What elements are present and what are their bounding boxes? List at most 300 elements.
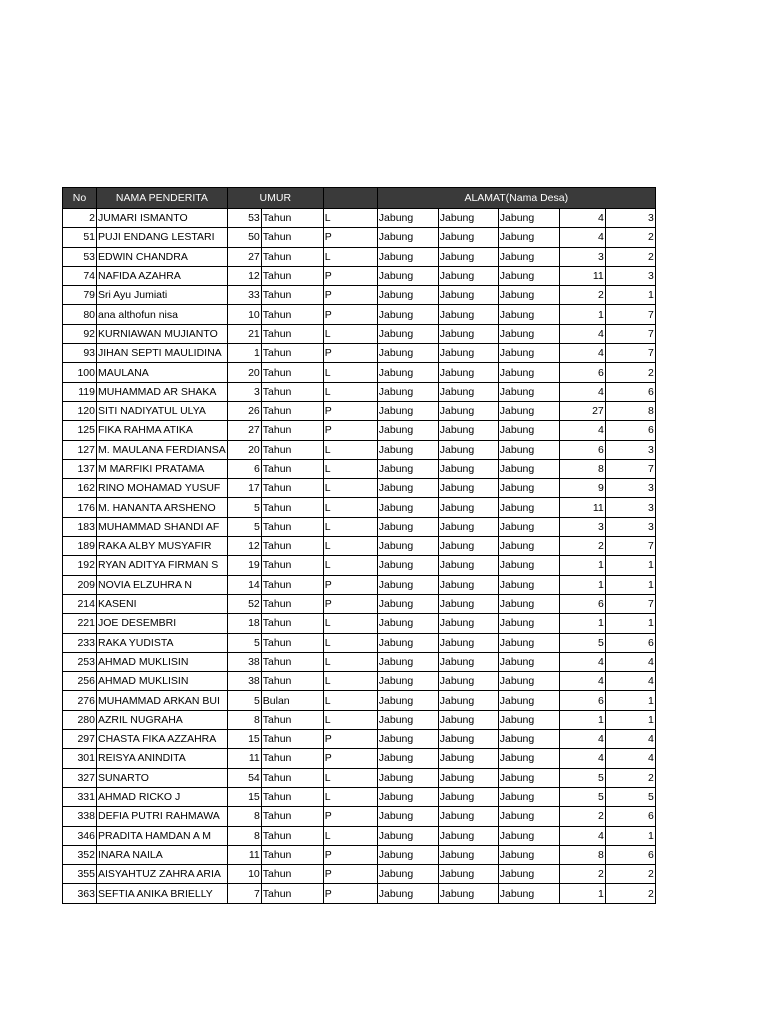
cell-kecamatan: Jabung <box>438 845 498 864</box>
cell-nama: SEFTIA ANIKA BRIELLY <box>97 884 228 903</box>
cell-no: 221 <box>63 614 97 633</box>
cell-rw: 4 <box>559 672 605 691</box>
cell-kecamatan: Jabung <box>438 266 498 285</box>
cell-rt: 6 <box>605 421 655 440</box>
cell-umur: 12 <box>227 266 261 285</box>
cell-satuan: Tahun <box>261 749 323 768</box>
cell-desa: Jabung <box>377 324 438 343</box>
cell-satuan: Tahun <box>261 807 323 826</box>
cell-rw: 4 <box>559 749 605 768</box>
cell-desa: Jabung <box>377 787 438 806</box>
cell-no: 127 <box>63 440 97 459</box>
cell-rw: 2 <box>559 865 605 884</box>
cell-no: 119 <box>63 382 97 401</box>
cell-satuan: Tahun <box>261 228 323 247</box>
cell-desa: Jabung <box>377 768 438 787</box>
cell-jenis-kelamin: L <box>323 498 377 517</box>
cell-desa: Jabung <box>377 730 438 749</box>
cell-rt: 3 <box>605 479 655 498</box>
cell-no: 93 <box>63 344 97 363</box>
table-row <box>63 517 656 536</box>
cell-satuan: Tahun <box>261 710 323 729</box>
cell-satuan: Tahun <box>261 594 323 613</box>
cell-kecamatan: Jabung <box>438 594 498 613</box>
cell-satuan: Tahun <box>261 382 323 401</box>
cell-rw: 6 <box>559 363 605 382</box>
cell-no: 79 <box>63 286 97 305</box>
cell-desa: Jabung <box>377 305 438 324</box>
cell-desa: Jabung <box>377 633 438 652</box>
cell-kecamatan: Jabung <box>438 652 498 671</box>
cell-rt: 1 <box>605 556 655 575</box>
cell-no: 297 <box>63 730 97 749</box>
cell-umur: 11 <box>227 749 261 768</box>
cell-wilayah: Jabung <box>498 575 559 594</box>
cell-wilayah: Jabung <box>498 884 559 903</box>
table-row <box>63 749 656 768</box>
cell-rw: 5 <box>559 633 605 652</box>
cell-jenis-kelamin: L <box>323 517 377 536</box>
cell-rt: 2 <box>605 363 655 382</box>
cell-rw: 1 <box>559 575 605 594</box>
cell-rw: 4 <box>559 324 605 343</box>
cell-nama: JIHAN SEPTI MAULIDINA <box>97 344 228 363</box>
cell-desa: Jabung <box>377 614 438 633</box>
cell-desa: Jabung <box>377 691 438 710</box>
cell-no: 189 <box>63 537 97 556</box>
cell-rw: 1 <box>559 710 605 729</box>
cell-umur: 8 <box>227 710 261 729</box>
cell-no: 331 <box>63 787 97 806</box>
table-row <box>63 672 656 691</box>
cell-umur: 50 <box>227 228 261 247</box>
cell-wilayah: Jabung <box>498 344 559 363</box>
cell-wilayah: Jabung <box>498 247 559 266</box>
table-row <box>63 247 656 266</box>
cell-kecamatan: Jabung <box>438 344 498 363</box>
cell-jenis-kelamin: L <box>323 691 377 710</box>
cell-satuan: Tahun <box>261 787 323 806</box>
cell-desa: Jabung <box>377 266 438 285</box>
cell-rt: 2 <box>605 768 655 787</box>
cell-wilayah: Jabung <box>498 401 559 420</box>
cell-rt: 1 <box>605 286 655 305</box>
cell-satuan: Tahun <box>261 884 323 903</box>
cell-kecamatan: Jabung <box>438 247 498 266</box>
cell-rw: 5 <box>559 787 605 806</box>
cell-no: 176 <box>63 498 97 517</box>
cell-jenis-kelamin: P <box>323 807 377 826</box>
cell-satuan: Tahun <box>261 363 323 382</box>
cell-wilayah: Jabung <box>498 807 559 826</box>
cell-rw: 2 <box>559 286 605 305</box>
cell-jenis-kelamin: L <box>323 787 377 806</box>
cell-no: 51 <box>63 228 97 247</box>
cell-no: 74 <box>63 266 97 285</box>
cell-nama: AHMAD MUKLISIN <box>97 672 228 691</box>
table-row <box>63 845 656 864</box>
cell-kecamatan: Jabung <box>438 479 498 498</box>
cell-nama: RAKA YUDISTA <box>97 633 228 652</box>
cell-desa: Jabung <box>377 228 438 247</box>
header-row <box>63 188 656 209</box>
cell-rt: 7 <box>605 537 655 556</box>
cell-umur: 10 <box>227 305 261 324</box>
cell-umur: 5 <box>227 517 261 536</box>
cell-wilayah: Jabung <box>498 672 559 691</box>
cell-jenis-kelamin: P <box>323 730 377 749</box>
cell-desa: Jabung <box>377 459 438 478</box>
cell-satuan: Tahun <box>261 614 323 633</box>
cell-nama: JOE DESEMBRI <box>97 614 228 633</box>
cell-rw: 4 <box>559 421 605 440</box>
cell-jenis-kelamin: P <box>323 865 377 884</box>
cell-wilayah: Jabung <box>498 517 559 536</box>
cell-no: 363 <box>63 884 97 903</box>
cell-umur: 15 <box>227 787 261 806</box>
cell-rt: 4 <box>605 652 655 671</box>
cell-umur: 8 <box>227 807 261 826</box>
cell-umur: 12 <box>227 537 261 556</box>
cell-satuan: Tahun <box>261 730 323 749</box>
cell-jenis-kelamin: L <box>323 479 377 498</box>
header-umur: UMUR <box>227 188 323 209</box>
cell-rt: 3 <box>605 266 655 285</box>
cell-no: 327 <box>63 768 97 787</box>
cell-kecamatan: Jabung <box>438 730 498 749</box>
cell-no: 183 <box>63 517 97 536</box>
cell-nama: SUNARTO <box>97 768 228 787</box>
cell-jenis-kelamin: L <box>323 324 377 343</box>
cell-rw: 6 <box>559 594 605 613</box>
cell-kecamatan: Jabung <box>438 537 498 556</box>
cell-jenis-kelamin: P <box>323 266 377 285</box>
cell-desa: Jabung <box>377 401 438 420</box>
cell-jenis-kelamin: P <box>323 228 377 247</box>
cell-no: 125 <box>63 421 97 440</box>
cell-umur: 7 <box>227 884 261 903</box>
cell-satuan: Tahun <box>261 305 323 324</box>
cell-nama: AHMAD MUKLISIN <box>97 652 228 671</box>
table-row <box>63 324 656 343</box>
cell-umur: 11 <box>227 845 261 864</box>
table-row <box>63 537 656 556</box>
cell-wilayah: Jabung <box>498 652 559 671</box>
cell-kecamatan: Jabung <box>438 363 498 382</box>
cell-nama: M. MAULANA FERDIANSA <box>97 440 228 459</box>
cell-wilayah: Jabung <box>498 324 559 343</box>
cell-desa: Jabung <box>377 556 438 575</box>
cell-no: 2 <box>63 209 97 228</box>
cell-satuan: Tahun <box>261 479 323 498</box>
cell-umur: 54 <box>227 768 261 787</box>
cell-jenis-kelamin: P <box>323 594 377 613</box>
cell-wilayah: Jabung <box>498 382 559 401</box>
cell-nama: INARA NAILA <box>97 845 228 864</box>
cell-rw: 27 <box>559 401 605 420</box>
cell-kecamatan: Jabung <box>438 672 498 691</box>
cell-kecamatan: Jabung <box>438 556 498 575</box>
cell-rt: 7 <box>605 459 655 478</box>
cell-jenis-kelamin: L <box>323 459 377 478</box>
cell-wilayah: Jabung <box>498 305 559 324</box>
cell-satuan: Tahun <box>261 324 323 343</box>
table-body <box>63 209 656 904</box>
cell-nama: NAFIDA AZAHRA <box>97 266 228 285</box>
cell-kecamatan: Jabung <box>438 633 498 652</box>
cell-rt: 3 <box>605 517 655 536</box>
cell-desa: Jabung <box>377 826 438 845</box>
table-row <box>63 826 656 845</box>
cell-kecamatan: Jabung <box>438 691 498 710</box>
cell-desa: Jabung <box>377 594 438 613</box>
cell-satuan: Tahun <box>261 826 323 845</box>
cell-kecamatan: Jabung <box>438 768 498 787</box>
cell-no: 346 <box>63 826 97 845</box>
cell-desa: Jabung <box>377 286 438 305</box>
cell-kecamatan: Jabung <box>438 401 498 420</box>
cell-satuan: Tahun <box>261 421 323 440</box>
cell-kecamatan: Jabung <box>438 517 498 536</box>
cell-rw: 4 <box>559 209 605 228</box>
cell-satuan: Tahun <box>261 652 323 671</box>
cell-rt: 1 <box>605 691 655 710</box>
cell-nama: KURNIAWAN MUJIANTO <box>97 324 228 343</box>
cell-jenis-kelamin: P <box>323 401 377 420</box>
cell-rw: 2 <box>559 807 605 826</box>
cell-nama: KASENI <box>97 594 228 613</box>
cell-rw: 2 <box>559 537 605 556</box>
cell-nama: REISYA ANINDITA <box>97 749 228 768</box>
cell-no: 53 <box>63 247 97 266</box>
cell-rw: 1 <box>559 305 605 324</box>
cell-kecamatan: Jabung <box>438 459 498 478</box>
cell-umur: 27 <box>227 421 261 440</box>
cell-rw: 9 <box>559 479 605 498</box>
cell-desa: Jabung <box>377 749 438 768</box>
cell-nama: RYAN ADITYA FIRMAN S <box>97 556 228 575</box>
cell-no: 120 <box>63 401 97 420</box>
cell-nama: M MARFIKI PRATAMA <box>97 459 228 478</box>
cell-satuan: Tahun <box>261 633 323 652</box>
cell-nama: M. HANANTA ARSHENO <box>97 498 228 517</box>
table-row <box>63 459 656 478</box>
cell-rw: 3 <box>559 247 605 266</box>
cell-no: 209 <box>63 575 97 594</box>
cell-rw: 6 <box>559 691 605 710</box>
cell-desa: Jabung <box>377 498 438 517</box>
cell-umur: 8 <box>227 826 261 845</box>
table-row <box>63 421 656 440</box>
cell-umur: 1 <box>227 344 261 363</box>
cell-nama: PUJI ENDANG LESTARI <box>97 228 228 247</box>
cell-satuan: Tahun <box>261 459 323 478</box>
cell-kecamatan: Jabung <box>438 324 498 343</box>
table-row <box>63 614 656 633</box>
cell-rt: 7 <box>605 324 655 343</box>
cell-umur: 38 <box>227 652 261 671</box>
cell-rw: 8 <box>559 459 605 478</box>
cell-rt: 6 <box>605 633 655 652</box>
cell-jenis-kelamin: P <box>323 286 377 305</box>
cell-satuan: Tahun <box>261 266 323 285</box>
cell-umur: 53 <box>227 209 261 228</box>
cell-rw: 8 <box>559 845 605 864</box>
cell-kecamatan: Jabung <box>438 305 498 324</box>
cell-no: 355 <box>63 865 97 884</box>
cell-kecamatan: Jabung <box>438 787 498 806</box>
header-no: No <box>63 188 97 209</box>
cell-nama: MAULANA <box>97 363 228 382</box>
cell-satuan: Tahun <box>261 672 323 691</box>
cell-desa: Jabung <box>377 421 438 440</box>
cell-kecamatan: Jabung <box>438 421 498 440</box>
cell-kecamatan: Jabung <box>438 228 498 247</box>
cell-nama: DEFIA PUTRI RAHMAWA <box>97 807 228 826</box>
cell-umur: 19 <box>227 556 261 575</box>
cell-kecamatan: Jabung <box>438 749 498 768</box>
cell-desa: Jabung <box>377 344 438 363</box>
cell-umur: 20 <box>227 440 261 459</box>
cell-satuan: Tahun <box>261 247 323 266</box>
cell-nama: AZRIL NUGRAHA <box>97 710 228 729</box>
cell-jenis-kelamin: L <box>323 537 377 556</box>
cell-satuan: Tahun <box>261 440 323 459</box>
table-row <box>63 228 656 247</box>
cell-no: 100 <box>63 363 97 382</box>
cell-rw: 4 <box>559 826 605 845</box>
cell-desa: Jabung <box>377 247 438 266</box>
cell-rt: 3 <box>605 498 655 517</box>
cell-wilayah: Jabung <box>498 421 559 440</box>
cell-kecamatan: Jabung <box>438 498 498 517</box>
cell-rw: 1 <box>559 556 605 575</box>
cell-desa: Jabung <box>377 363 438 382</box>
header-nama: NAMA PENDERITA <box>97 188 228 209</box>
cell-jenis-kelamin: P <box>323 421 377 440</box>
header-alamat: ALAMAT(Nama Desa) <box>377 188 655 209</box>
cell-desa: Jabung <box>377 382 438 401</box>
table-row <box>63 710 656 729</box>
cell-rt: 1 <box>605 710 655 729</box>
cell-umur: 5 <box>227 691 261 710</box>
table-row <box>63 209 656 228</box>
cell-no: 276 <box>63 691 97 710</box>
cell-rt: 1 <box>605 575 655 594</box>
cell-wilayah: Jabung <box>498 845 559 864</box>
cell-jenis-kelamin: L <box>323 247 377 266</box>
cell-no: 352 <box>63 845 97 864</box>
cell-rt: 6 <box>605 807 655 826</box>
table-row <box>63 266 656 285</box>
table-row <box>63 730 656 749</box>
cell-rt: 5 <box>605 787 655 806</box>
cell-umur: 10 <box>227 865 261 884</box>
table-row <box>63 479 656 498</box>
table-row <box>63 807 656 826</box>
table-row <box>63 498 656 517</box>
cell-desa: Jabung <box>377 845 438 864</box>
cell-rt: 2 <box>605 228 655 247</box>
cell-jenis-kelamin: L <box>323 826 377 845</box>
cell-no: 137 <box>63 459 97 478</box>
cell-nama: AISYAHTUZ ZAHRA ARIA <box>97 865 228 884</box>
cell-umur: 6 <box>227 459 261 478</box>
cell-satuan: Tahun <box>261 517 323 536</box>
cell-wilayah: Jabung <box>498 787 559 806</box>
table-row <box>63 787 656 806</box>
cell-wilayah: Jabung <box>498 266 559 285</box>
patient-table <box>62 187 656 904</box>
cell-kecamatan: Jabung <box>438 575 498 594</box>
cell-no: 80 <box>63 305 97 324</box>
cell-rw: 4 <box>559 228 605 247</box>
cell-umur: 17 <box>227 479 261 498</box>
cell-nama: JUMARI ISMANTO <box>97 209 228 228</box>
cell-no: 162 <box>63 479 97 498</box>
cell-satuan: Tahun <box>261 209 323 228</box>
table-row <box>63 305 656 324</box>
cell-wilayah: Jabung <box>498 768 559 787</box>
cell-satuan: Tahun <box>261 498 323 517</box>
cell-rt: 7 <box>605 594 655 613</box>
cell-wilayah: Jabung <box>498 479 559 498</box>
table-row <box>63 594 656 613</box>
cell-desa: Jabung <box>377 209 438 228</box>
cell-rw: 11 <box>559 266 605 285</box>
cell-rt: 4 <box>605 672 655 691</box>
cell-satuan: Bulan <box>261 691 323 710</box>
cell-umur: 26 <box>227 401 261 420</box>
cell-desa: Jabung <box>377 537 438 556</box>
header-blank <box>323 188 377 209</box>
cell-desa: Jabung <box>377 710 438 729</box>
cell-jenis-kelamin: L <box>323 768 377 787</box>
cell-rt: 3 <box>605 440 655 459</box>
cell-desa: Jabung <box>377 865 438 884</box>
cell-no: 214 <box>63 594 97 613</box>
cell-rt: 3 <box>605 209 655 228</box>
table-row <box>63 382 656 401</box>
cell-desa: Jabung <box>377 807 438 826</box>
cell-jenis-kelamin: L <box>323 633 377 652</box>
cell-wilayah: Jabung <box>498 710 559 729</box>
cell-wilayah: Jabung <box>498 363 559 382</box>
cell-nama: AHMAD RICKO J <box>97 787 228 806</box>
table-row <box>63 440 656 459</box>
cell-jenis-kelamin: L <box>323 382 377 401</box>
cell-wilayah: Jabung <box>498 730 559 749</box>
table-row <box>63 884 656 903</box>
cell-desa: Jabung <box>377 479 438 498</box>
cell-kecamatan: Jabung <box>438 286 498 305</box>
cell-umur: 27 <box>227 247 261 266</box>
cell-jenis-kelamin: L <box>323 672 377 691</box>
cell-rt: 6 <box>605 382 655 401</box>
cell-jenis-kelamin: L <box>323 710 377 729</box>
cell-rt: 2 <box>605 247 655 266</box>
cell-nama: PRADITA HAMDAN A M <box>97 826 228 845</box>
cell-no: 256 <box>63 672 97 691</box>
cell-rt: 7 <box>605 305 655 324</box>
cell-satuan: Tahun <box>261 845 323 864</box>
cell-kecamatan: Jabung <box>438 710 498 729</box>
cell-kecamatan: Jabung <box>438 807 498 826</box>
table-row <box>63 363 656 382</box>
cell-jenis-kelamin: L <box>323 614 377 633</box>
table-row <box>63 286 656 305</box>
cell-no: 253 <box>63 652 97 671</box>
